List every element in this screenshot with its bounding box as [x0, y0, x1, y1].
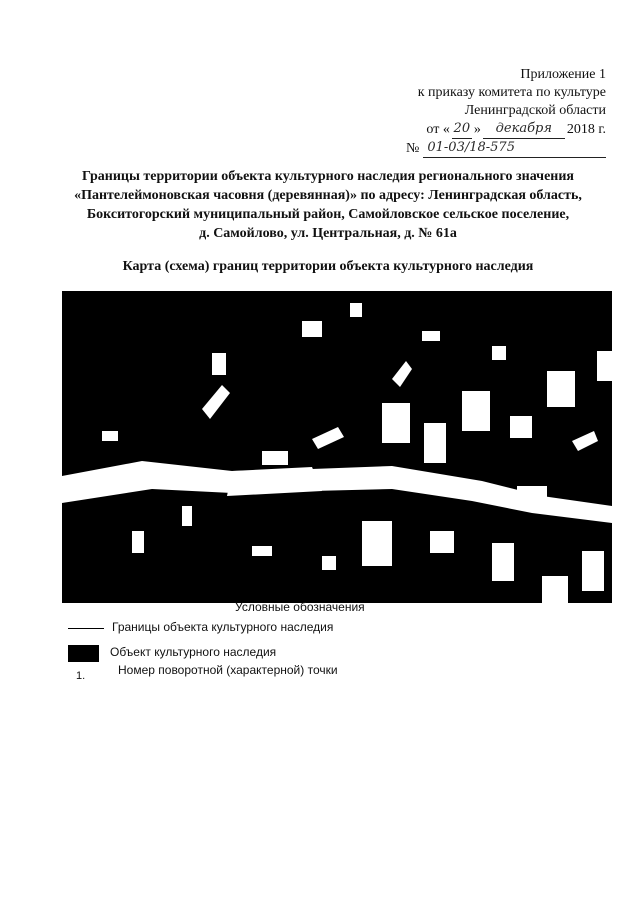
title-line-3: Бокситогорский муниципальный район, Самойловское сельское поселение, — [86, 207, 570, 222]
date-prefix: от « — [426, 122, 450, 137]
number-sign: № — [406, 141, 420, 156]
order-number-handwritten: 01-03/18-575 — [423, 139, 606, 158]
title-line-4: д. Самойлово, ул. Центральная, д. № 61а — [199, 226, 457, 241]
document-title — [46, 167, 610, 243]
title-line-2: «Пантелеймоновская часовня (деревянная)» по адресу: Ленинградская область, — [74, 188, 582, 203]
legend-title: Условные обозначения — [235, 600, 365, 614]
map-scheme-image — [62, 291, 612, 603]
date-month-handwritten: декабря — [483, 120, 565, 139]
boundary-line-symbol — [68, 628, 104, 629]
legend-boundary-label: Границы объекта культурного наследия — [112, 620, 334, 634]
date-year: 2018 г. — [566, 122, 606, 137]
map-aerial-photo — [62, 291, 612, 603]
order-number — [406, 139, 606, 158]
order-date — [366, 120, 606, 139]
map-subtitle: Карта (схема) границ территории объекта культурного наследия — [122, 259, 534, 274]
region-name: Ленинградской области — [464, 103, 606, 118]
legend-point-label: Номер поворотной (характерной) точки — [118, 663, 338, 677]
point-number-symbol: 1. — [76, 670, 86, 682]
legend-object-label: Объект культурного наследия — [110, 645, 277, 659]
order-header — [366, 66, 606, 158]
order-reference: к приказу комитета по культуре — [417, 85, 606, 100]
date-day-handwritten: 20 — [452, 120, 472, 139]
title-line-1: Границы территории объекта культурного наследия регионального значения — [81, 169, 574, 184]
appendix-label: Приложение 1 — [520, 67, 606, 82]
date-mid: » — [473, 122, 481, 137]
object-fill-symbol — [68, 645, 99, 662]
